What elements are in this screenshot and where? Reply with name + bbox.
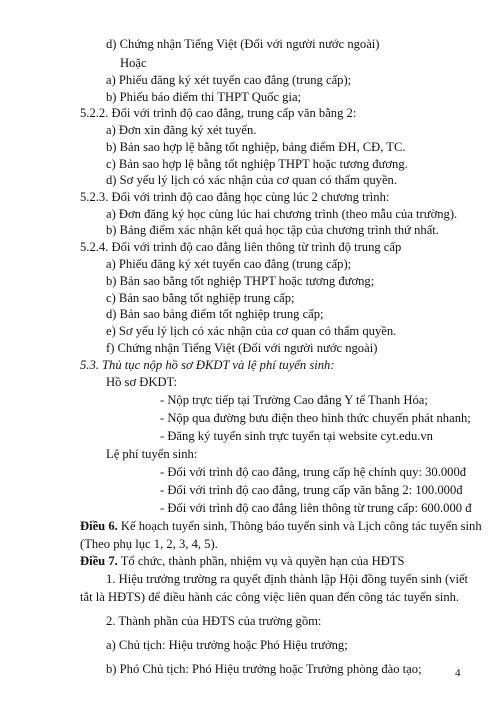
doc-line: - Đăng ký tuyển sinh trực tuyến tại website cyt.edu.vn xyxy=(160,429,433,443)
doc-line: a) Đơn đăng ký học cùng lúc hai chương trình (theo mẫu của trường). xyxy=(106,207,458,221)
doc-line: b) Phiếu báo điểm thi THPT Quốc gia; xyxy=(106,90,302,104)
doc-line: b) Bản sao hợp lệ bằng tốt nghiệp, bảng điểm ĐH, CĐ, TC. xyxy=(106,140,406,154)
article-7-text: Tổ chức, thành phần, nhiệm vụ và quyền hạn của HĐTS xyxy=(117,554,405,568)
doc-line: c) Bản sao bằng tốt nghiệp trung cấp; xyxy=(106,291,295,305)
paragraph-line: tắt là HĐTS) để điều hành các công việc liên quan đến công tác tuyển sinh. xyxy=(80,590,460,604)
doc-line: b) Bản sao bằng tốt nghiệp THPT hoặc tương đương; xyxy=(106,274,375,288)
article-7-label: Điều 7. xyxy=(80,554,118,568)
doc-line: d) Chứng nhận Tiếng Việt (Đối với người nước ngoài) xyxy=(106,37,380,51)
article-6-label: Điều 6. xyxy=(80,519,118,533)
section-heading-italic: 5.3. Thủ tục nộp hồ sơ ĐKDT và lệ phí tuyển sinh: xyxy=(80,358,335,372)
doc-line: Hoặc xyxy=(120,56,147,70)
article-6-heading xyxy=(80,518,482,534)
doc-line: Lệ phí tuyển sinh: xyxy=(106,447,198,461)
doc-line: - Nộp qua đường bưu điện theo hình thức chuyển phát nhanh; xyxy=(160,411,471,425)
paragraph-line: 1. Hiệu trưởng trường ra quyết định thành lập Hội đồng tuyển sinh (viết xyxy=(106,572,469,586)
doc-line: b) Bảng điểm xác nhận kết quả học tập của chương trình thứ nhất. xyxy=(106,223,439,237)
section-heading: 5.2.2. Đối với trình độ cao đẳng, trung cấp văn bằng 2: xyxy=(80,106,357,120)
article-6-text: Kế hoạch tuyển sinh, Thông báo tuyển sinh và Lịch công tác tuyển sinh xyxy=(117,519,482,533)
article-7-heading xyxy=(80,553,405,569)
doc-line: e) Sơ yếu lý lịch có xác nhận của cơ quan có thẩm quyền. xyxy=(106,324,397,338)
doc-line: d) Bản sao bảng điểm tốt nghiệp trung cấp; xyxy=(106,307,324,321)
doc-line: a) Đơn xin đăng ký xét tuyển. xyxy=(106,123,257,137)
doc-line: d) Sơ yếu lý lịch có xác nhận của cơ quan có thẩm quyền. xyxy=(106,173,397,187)
doc-line: - Đối với trình độ cao đẳng, trung cấp văn bằng 2: 100.000đ xyxy=(160,483,463,497)
paragraph-line: 2. Thành phần của HĐTS của trường gồm: xyxy=(106,614,322,628)
doc-line: a) Phiếu đăng ký xét tuyển cao đẳng (trung cấp); xyxy=(106,257,352,271)
section-heading: 5.2.4. Đối với trình độ cao đẳng liên thông từ trình độ trung cấp xyxy=(80,240,402,254)
list-item: b) Phó Chủ tịch: Phó Hiệu trưởng hoặc Trưởng phòng đào tạo; xyxy=(106,662,422,676)
doc-line: - Nộp trực tiếp tại Trường Cao đẳng Y tế Thanh Hóa; xyxy=(160,393,428,407)
doc-line: c) Bản sao hợp lệ bằng tốt nghiệp THPT hoặc tương đương. xyxy=(106,157,408,171)
list-item: a) Chủ tịch: Hiệu trưởng hoặc Phó Hiệu trưởng; xyxy=(106,638,348,652)
doc-line: Hồ sơ ĐKDT: xyxy=(106,375,178,389)
page-number: 4 xyxy=(455,667,461,679)
doc-line: f) Chứng nhận Tiếng Việt (Đối với người nước ngoài) xyxy=(106,341,378,355)
doc-line: - Đối với trình độ cao đẳng liên thông từ trung cấp: 600.000 đ xyxy=(160,501,472,515)
article-6-continuation: (Theo phụ lục 1, 2, 3, 4, 5). xyxy=(80,537,218,551)
doc-line: - Đối với trình độ cao đẳng, trung cấp hệ chính quy: 30.000đ xyxy=(160,465,467,479)
section-heading: 5.2.3. Đối với trình độ cao đẳng học cùng lúc 2 chương trình: xyxy=(80,190,390,204)
doc-line: a) Phiếu đăng ký xét tuyển cao đẳng (trung cấp); xyxy=(106,73,352,87)
